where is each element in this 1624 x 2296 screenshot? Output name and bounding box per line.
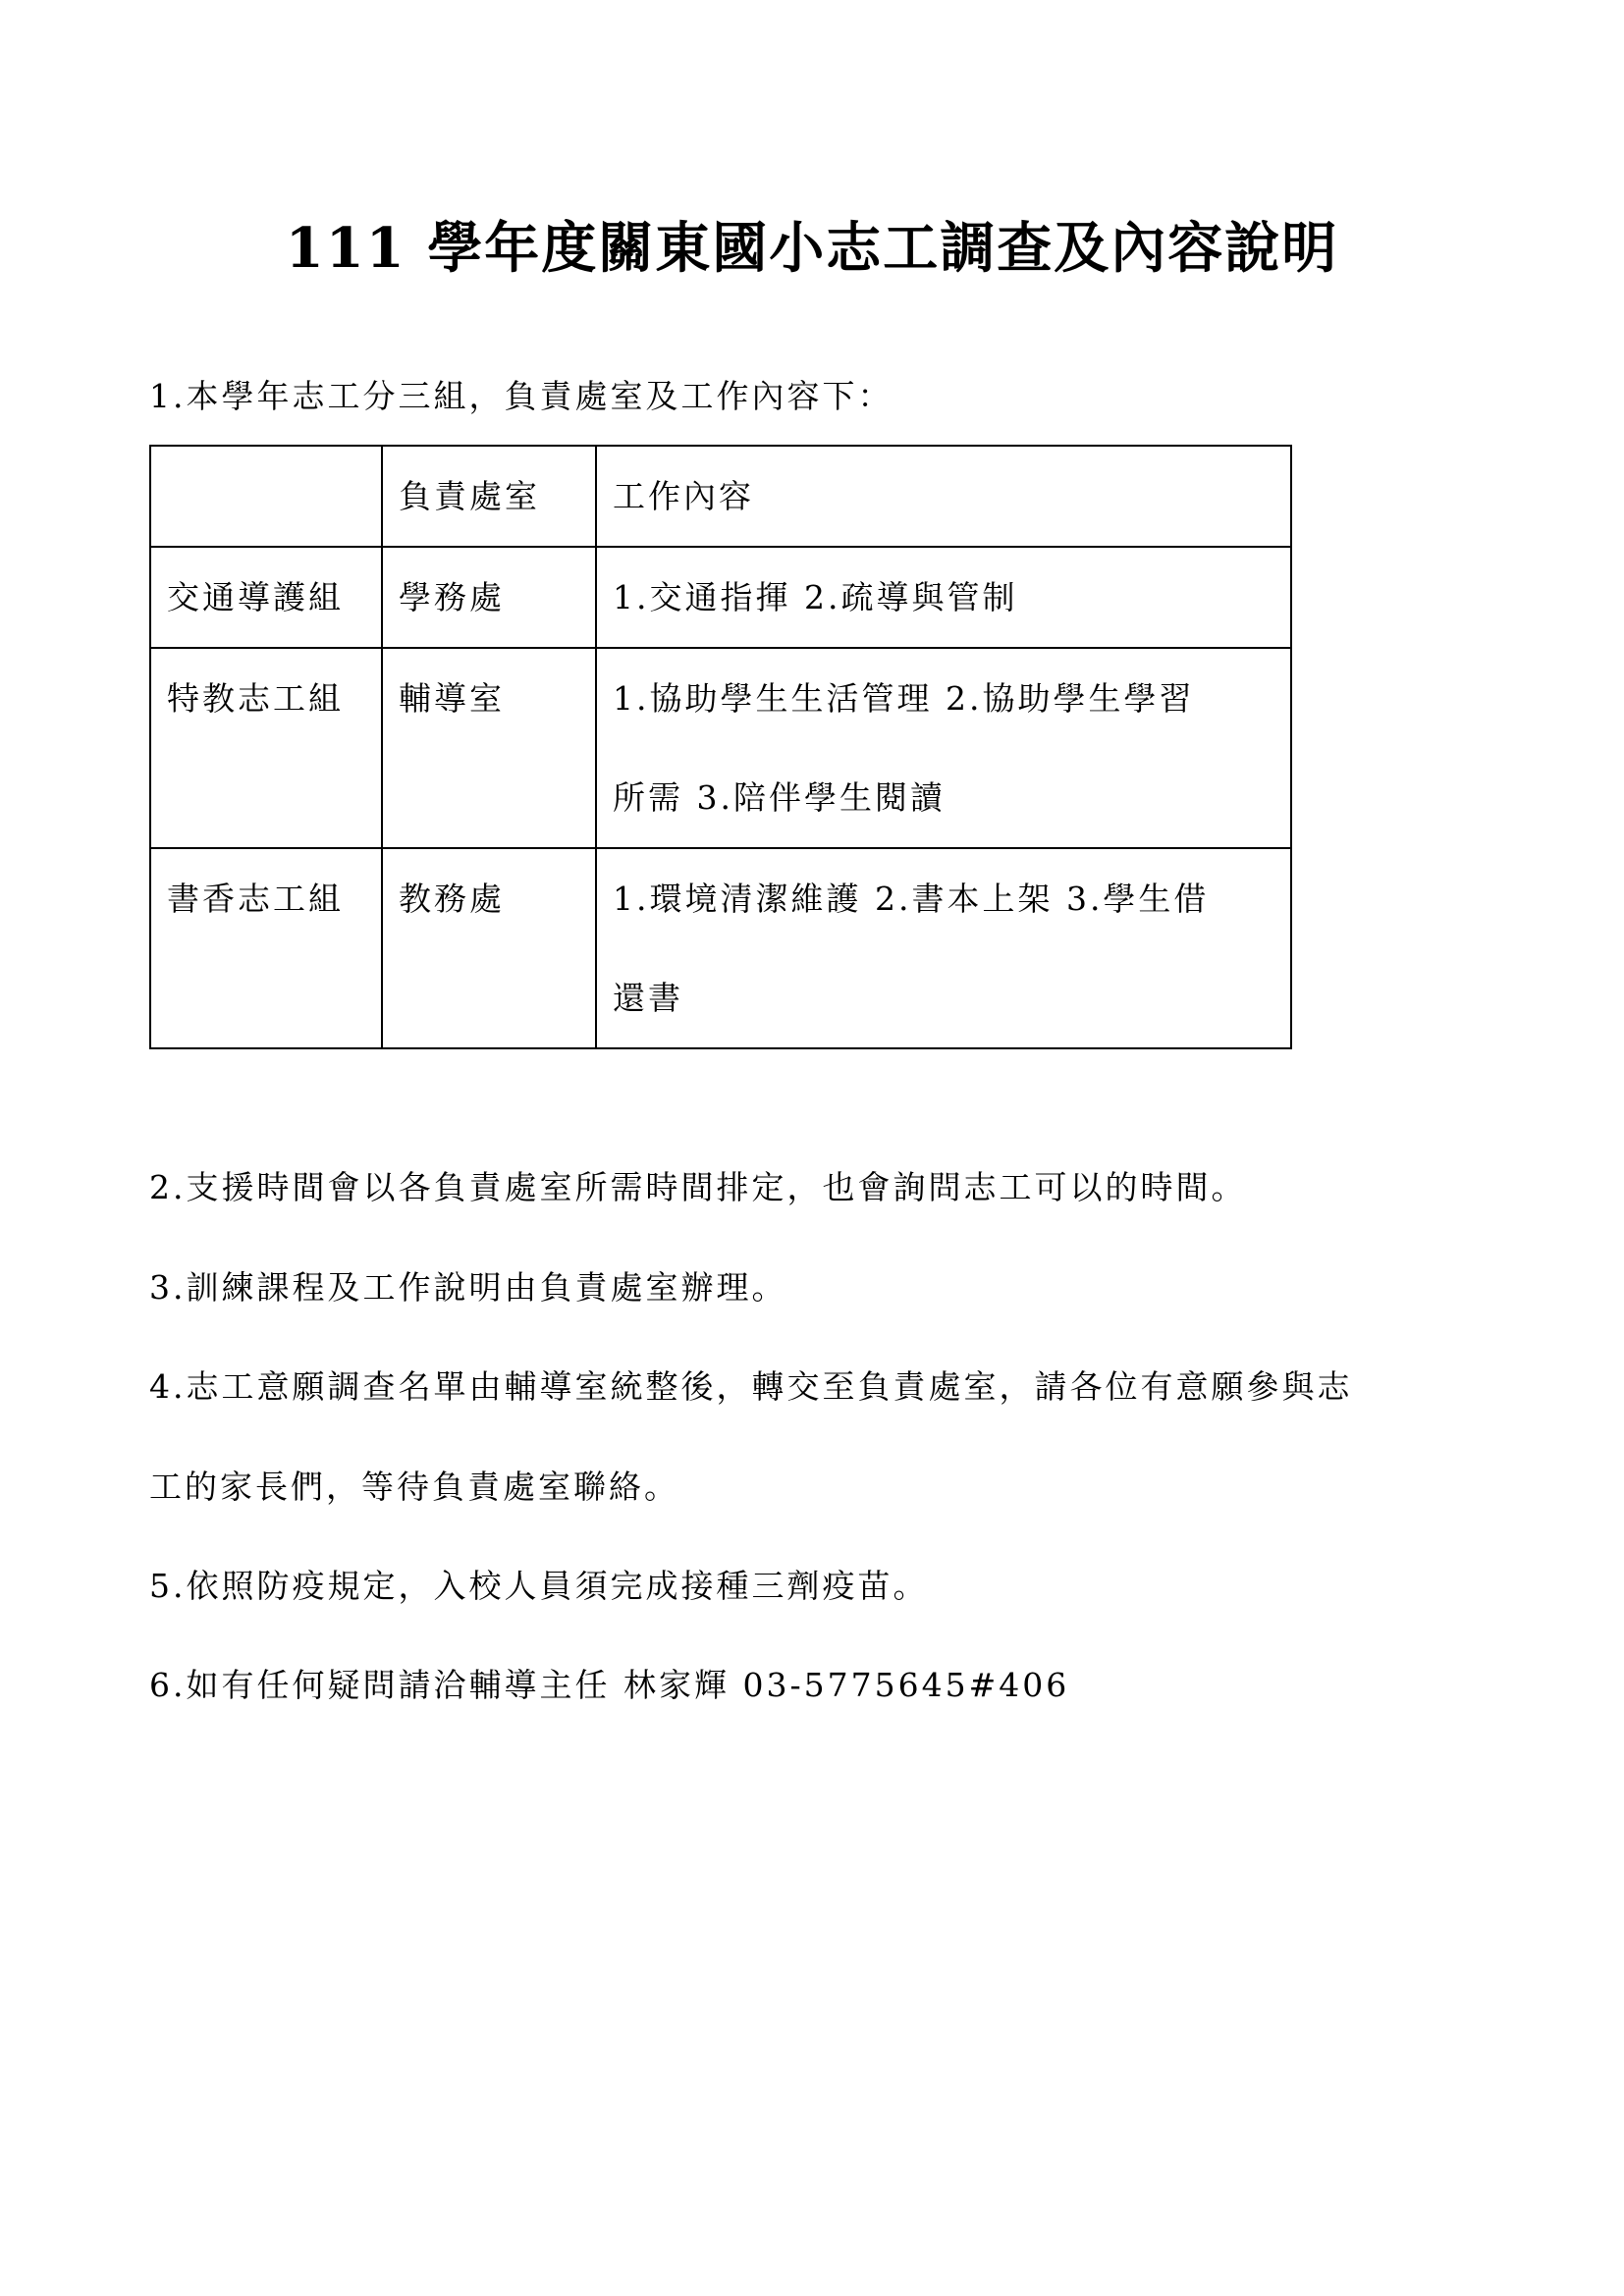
table-row [150,648,1291,848]
content-line: 1.環境清潔維護 2.書本上架 3.學生借 [613,880,1210,918]
document-title: 111 學年度關東國小志工調查及內容說明 [285,216,1339,281]
content-line: 1.協助學生生活管理 2.協助學生學習 [613,679,1195,718]
office-cell: 輔導室 [382,648,596,848]
group-cell: 書香志工組 [150,848,382,1048]
item-3-paragraph: 3.訓練課程及工作說明由負責處室辦理。 [149,1268,787,1307]
table-row [150,547,1291,648]
content-line: 1.交通指揮 2.疏導與管制 [613,578,1018,616]
item-4-paragraph-line-1: 4.志工意願調查名單由輔導室統整後，轉交至負責處室，請各位有意願參與志 [149,1367,1353,1406]
group-cell: 交通導護組 [150,547,382,648]
header-cell-empty [150,446,382,547]
item-2-paragraph: 2.支援時間會以各負責處室所需時間排定，也會詢問志工可以的時間。 [149,1168,1247,1206]
item-4-paragraph-line-2: 工的家長們，等待負責處室聯絡。 [149,1468,679,1506]
table-header-row [150,446,1291,547]
content-cell [596,547,1291,648]
table-row [150,848,1291,1048]
group-cell: 特教志工組 [150,648,382,848]
header-cell-office: 負責處室 [382,446,596,547]
content-cell [596,848,1291,1048]
intro-paragraph: 1.本學年志工分三組，負責處室及工作內容下： [149,377,893,415]
volunteer-groups-table [149,445,1292,1049]
content-cell [596,648,1291,848]
content-line: 還書 [613,979,683,1017]
item-5-paragraph: 5.依照防疫規定，入校人員須完成接種三劑疫苗。 [149,1567,929,1605]
header-cell-content: 工作內容 [596,446,1291,547]
item-6-contact-paragraph: 6.如有任何疑問請洽輔導主任 林家輝 03-5775645#406 [149,1666,1070,1704]
content-line: 所需 3.陪伴學生閱讀 [613,778,946,817]
office-cell: 學務處 [382,547,596,648]
office-cell: 教務處 [382,848,596,1048]
